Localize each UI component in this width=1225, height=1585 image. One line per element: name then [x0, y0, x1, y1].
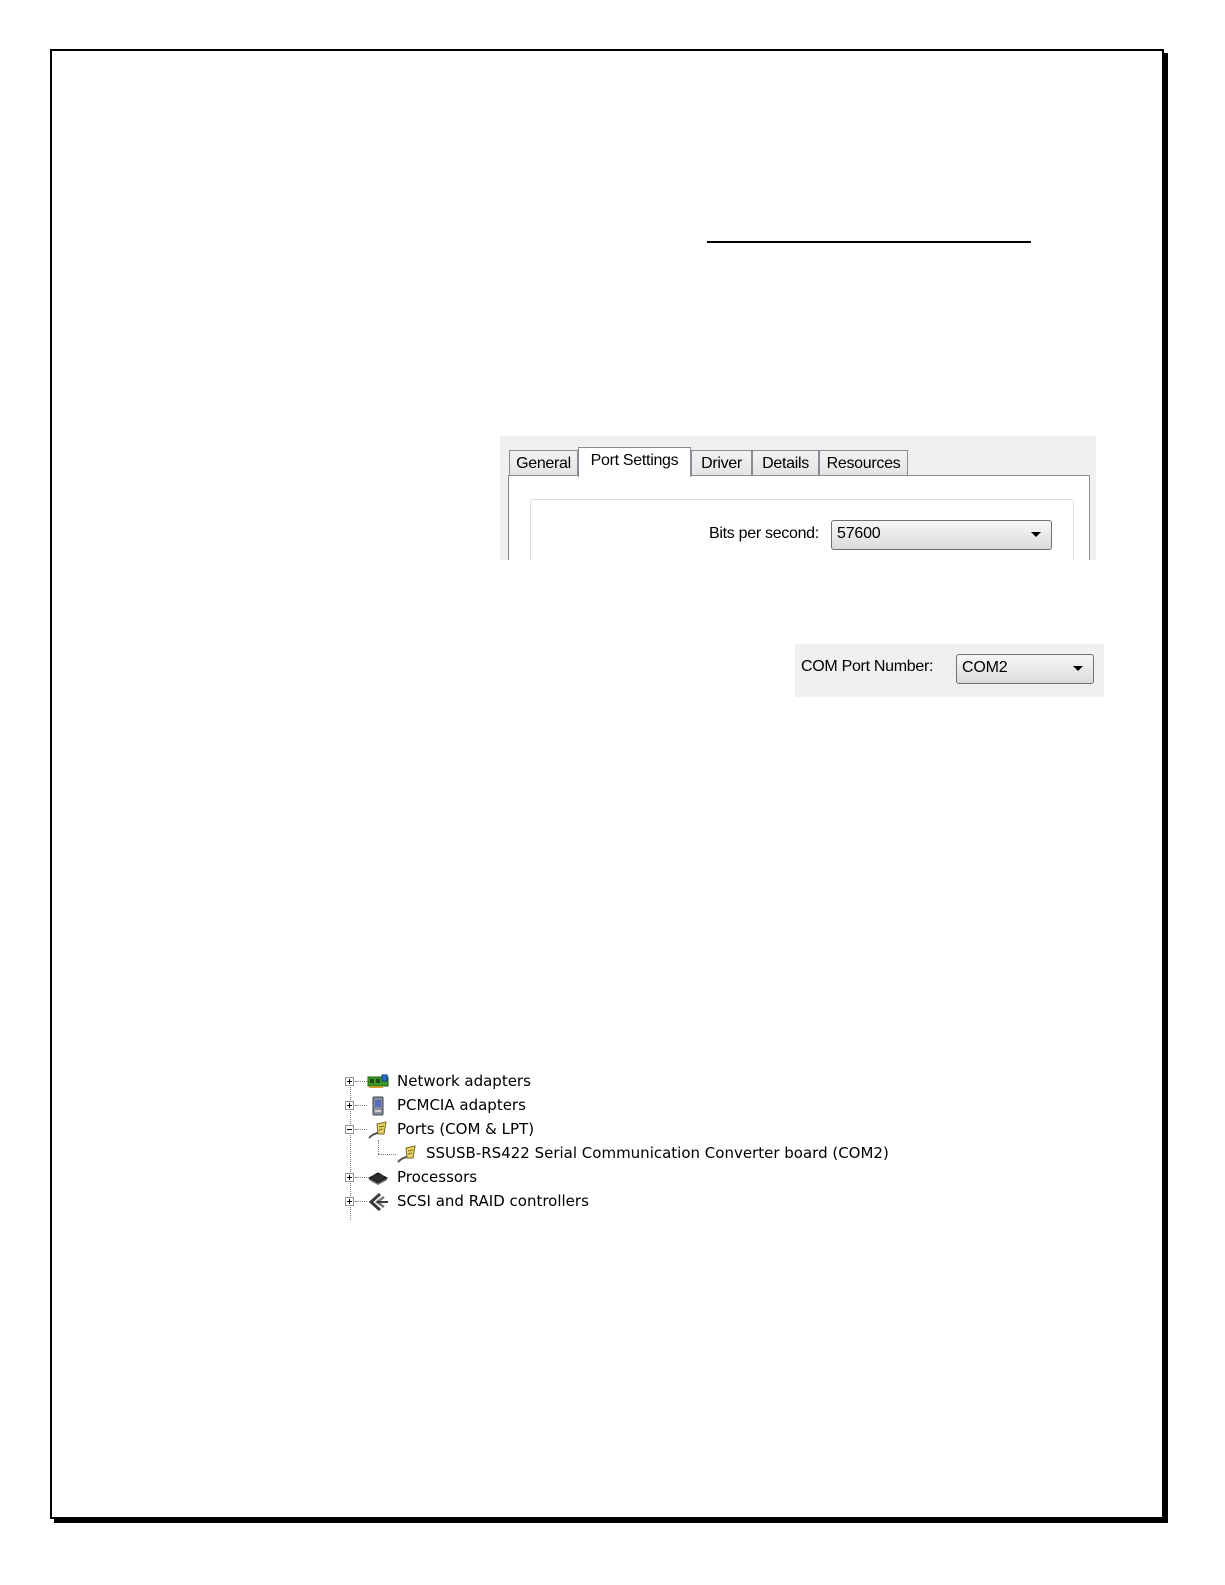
underline-rule [707, 241, 1031, 243]
expand-plus-icon[interactable] [345, 1077, 354, 1086]
scsi-controller-icon [367, 1192, 389, 1212]
tree-item-label: Network adapters [397, 1072, 531, 1090]
com-port-number-select[interactable] [956, 654, 1094, 684]
tab-port-settings[interactable]: Port Settings [578, 447, 691, 477]
chevron-down-icon [1073, 666, 1083, 671]
expand-plus-icon[interactable] [345, 1173, 354, 1182]
port-connector-icon [367, 1120, 389, 1140]
tab-resources[interactable]: Resources [819, 450, 908, 475]
collapse-minus-icon[interactable] [345, 1125, 354, 1134]
tree-item-label: Processors [397, 1168, 478, 1186]
tree-item-label: SCSI and RAID controllers [397, 1192, 589, 1210]
bits-per-second-value: 57600 [837, 525, 881, 542]
network-adapter-icon [367, 1072, 389, 1092]
tree-item-label: Ports (COM & LPT) [397, 1120, 535, 1138]
port-settings-group [530, 499, 1074, 560]
com-port-number-value: COM2 [962, 659, 1008, 676]
tab-general[interactable]: General [509, 450, 578, 475]
com-port-number-label: COM Port Number: [801, 658, 934, 675]
com-port-snippet [795, 644, 1104, 697]
tree-item-label: PCMCIA adapters [397, 1096, 526, 1114]
tree-item-label: SSUSB-RS422 Serial Communication Converter board (COM2) [426, 1144, 889, 1162]
chevron-down-icon [1031, 532, 1041, 537]
port-properties-snippet [500, 436, 1096, 560]
bits-per-second-select[interactable] [831, 520, 1052, 550]
document-page [50, 49, 1164, 1519]
tab-driver[interactable]: Driver [691, 450, 752, 475]
processor-icon [367, 1168, 389, 1188]
pcmcia-icon [367, 1096, 389, 1116]
expand-plus-icon[interactable] [345, 1101, 354, 1110]
tab-panel [508, 475, 1090, 560]
device-manager-tree [340, 1068, 900, 1220]
tab-details[interactable]: Details [752, 450, 819, 475]
bits-per-second-label: Bits per second: [709, 525, 819, 542]
expand-plus-icon[interactable] [345, 1197, 354, 1206]
port-connector-icon [396, 1144, 418, 1164]
